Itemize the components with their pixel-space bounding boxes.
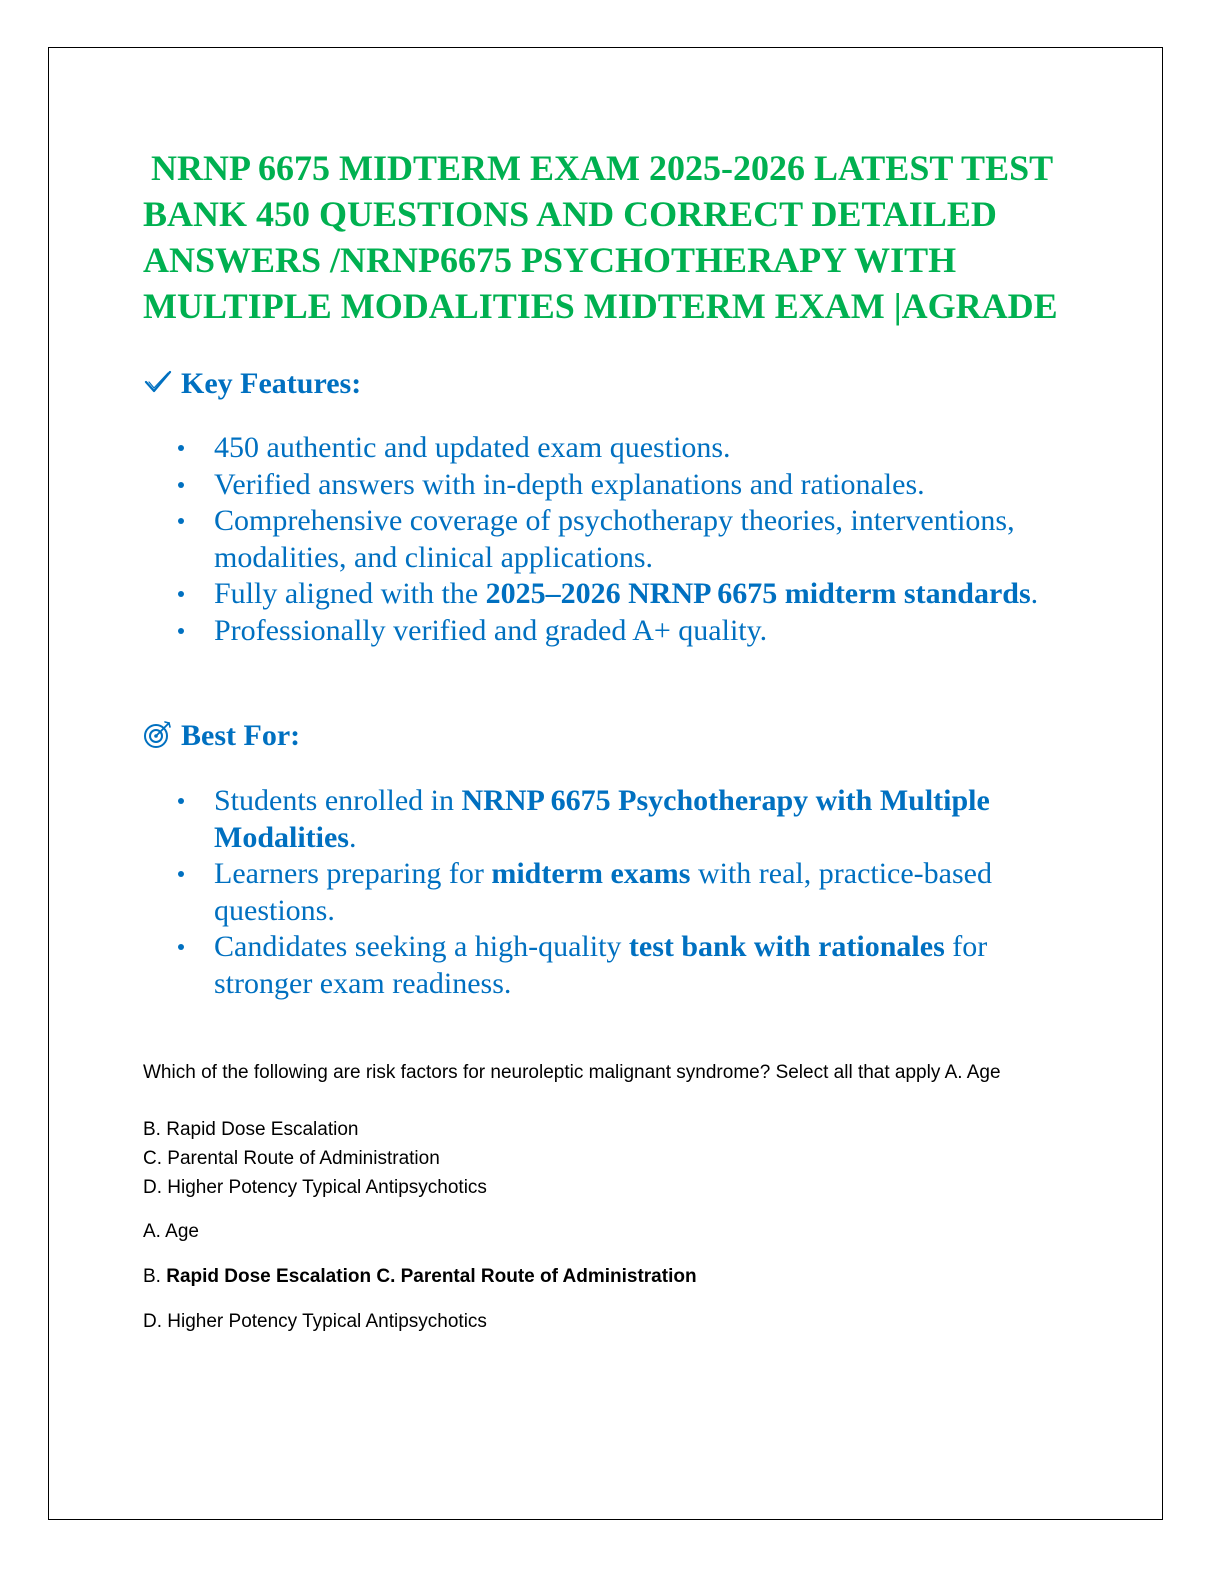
list-item: Comprehensive coverage of psychotherapy theories, interventions, modalities, and clinical applications. [143,503,1083,576]
option-c: C. Parental Route of Administration [143,1148,440,1169]
bullet-icon [178,518,184,524]
bullet-icon [178,445,184,451]
question-options [143,1115,1043,1202]
key-features-label: Key Features: [181,367,362,400]
key-features-heading [143,366,361,402]
list-item: Learners preparing for midterm exams with real, practice-based questions. [143,856,1083,929]
list-item: Candidates seeking a high-quality test bank with rationales for stronger exam readiness. [143,929,1083,1002]
bullet-icon [178,482,184,488]
option-d: D. Higher Potency Typical Antipsychotics [143,1177,487,1198]
title-line: MULTIPLE MODALITIES MIDTERM EXAM |AGRADE [143,286,1058,326]
target-icon [143,719,173,749]
best-for-list [143,783,1083,1002]
key-features-list [143,430,1083,649]
document-title [143,145,1103,329]
list-item: Students enrolled in NRNP 6675 Psychotherapy with Multiple Modalities. [143,783,1083,856]
answer-bc-prefix: B. [143,1266,161,1287]
title-line: ANSWERS /NRNP6675 PSYCHOTHERAPY WITH [143,240,957,280]
option-b: B. Rapid Dose Escalation [143,1119,359,1140]
list-item: 450 authentic and updated exam questions. [143,430,1083,467]
bullet-icon [178,628,184,634]
answer-a: A. Age [143,1221,199,1242]
answer-bc-bold: Rapid Dose Escalation C. Parental Route of Administration [166,1266,697,1287]
bullet-icon [178,944,184,950]
bullet-icon [178,591,184,597]
list-item: Fully aligned with the 2025–2026 NRNP 6675 midterm standards. [143,576,1083,613]
bullet-icon [178,871,184,877]
bullet-icon [178,798,184,804]
answer-d: D. Higher Potency Typical Antipsychotics [143,1311,487,1332]
title-line: NRNP 6675 MIDTERM EXAM 2025-2026 LATEST TEST [151,148,1054,188]
best-for-label: Best For: [181,719,301,752]
list-item: Verified answers with in-depth explanations and rationales. [143,467,1083,504]
check-mark-icon [143,367,173,397]
answer-bc [143,1262,1043,1291]
question-text: Which of the following are risk factors for neuroleptic malignant syndrome? Select all that apply A. Age [143,1062,1001,1083]
best-for-heading [143,718,300,754]
list-item: Professionally verified and graded A+ quality. [143,613,1083,650]
title-line: BANK 450 QUESTIONS AND CORRECT DETAILED [143,194,997,234]
